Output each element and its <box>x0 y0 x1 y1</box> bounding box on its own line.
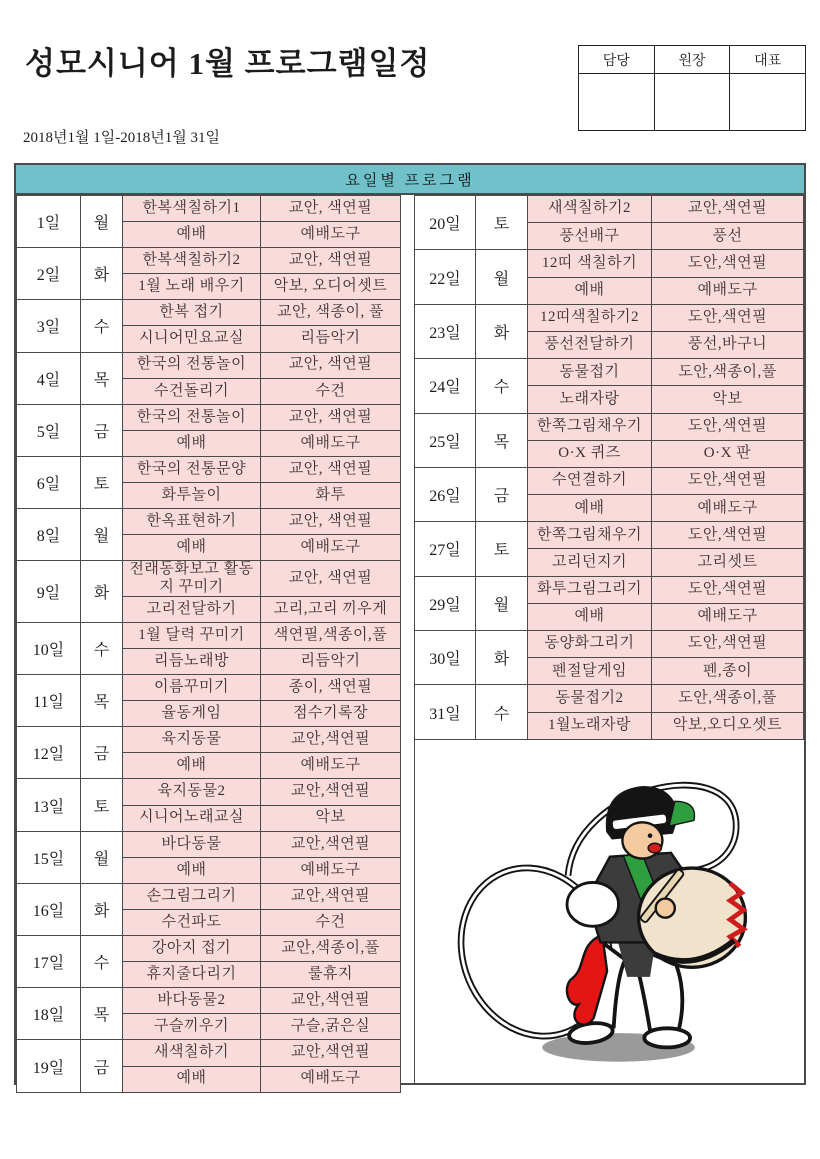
materials-cell: 교안,색연필 <box>261 831 401 857</box>
program-cell: 새색칠하기2 <box>528 196 652 223</box>
materials-cell: 도안,색연필 <box>652 467 804 494</box>
materials-cell: 수건 <box>261 378 401 404</box>
date-range: 2018년1월 1일-2018년1월 31일 <box>23 130 220 146</box>
materials-cell: 예배도구 <box>261 1066 401 1092</box>
date-cell: 4일 <box>17 352 81 404</box>
right-column <box>414 195 804 1083</box>
date-cell: 1일 <box>17 196 81 248</box>
date-cell: 12일 <box>17 727 81 779</box>
program-cell: 바다동물 <box>123 831 261 857</box>
date-cell: 30일 <box>415 631 476 685</box>
program-cell: 예배 <box>528 277 652 304</box>
materials-cell: 예배도구 <box>261 857 401 883</box>
approval-col-damdang: 담당 <box>579 46 655 74</box>
program-cell: 한옥표현하기 <box>123 509 261 535</box>
materials-cell: 예배도구 <box>652 603 804 630</box>
program-cell: 수연결하기 <box>528 467 652 494</box>
day-cell: 수 <box>81 300 123 352</box>
day-cell: 수 <box>81 936 123 988</box>
day-cell: 토 <box>476 522 528 576</box>
schedule-body <box>16 195 804 1087</box>
program-cell: 12띠 색칠하기 <box>528 250 652 277</box>
program-cell: 시니어민요교실 <box>123 326 261 352</box>
program-cell: 한국의 전통놀이 <box>123 352 261 378</box>
day-cell: 금 <box>81 404 123 456</box>
program-cell: 예배 <box>123 1066 261 1092</box>
materials-cell: O·X 판 <box>652 440 804 467</box>
table-row <box>17 622 401 648</box>
materials-cell: 교안, 색연필 <box>261 509 401 535</box>
day-cell: 월 <box>476 250 528 304</box>
program-cell: 화투놀이 <box>123 483 261 509</box>
materials-cell: 교안, 색연필 <box>261 196 401 222</box>
day-cell: 토 <box>81 456 123 508</box>
materials-cell: 교안, 색연필 <box>261 561 401 597</box>
day-cell: 월 <box>476 576 528 630</box>
program-cell: 펜절달게임 <box>528 658 652 685</box>
program-cell: 고리던지기 <box>528 549 652 576</box>
table-row <box>17 561 401 597</box>
materials-cell: 풍선 <box>652 223 804 250</box>
day-cell: 수 <box>81 622 123 674</box>
program-cell: 한국의 전통문양 <box>123 456 261 482</box>
approval-table <box>578 45 806 131</box>
materials-cell: 악보 <box>261 805 401 831</box>
materials-cell: 교안, 색연필 <box>261 456 401 482</box>
materials-cell: 예배도구 <box>261 535 401 561</box>
materials-cell: 교안,색연필 <box>261 779 401 805</box>
materials-cell: 리듬악기 <box>261 649 401 675</box>
day-cell: 화 <box>81 248 123 300</box>
day-cell: 목 <box>81 675 123 727</box>
program-cell: 예배 <box>123 753 261 779</box>
materials-cell: 교안,색연필 <box>261 883 401 909</box>
korean-drummer-icon <box>423 744 795 1078</box>
materials-cell: 도안,색연필 <box>652 304 804 331</box>
program-cell: 육지동물2 <box>123 779 261 805</box>
materials-cell: 리듬악기 <box>261 326 401 352</box>
table-row <box>17 248 401 274</box>
date-cell: 20일 <box>415 196 476 250</box>
table-row <box>17 404 401 430</box>
materials-cell: 악보 <box>652 386 804 413</box>
materials-cell: 도안,색연필 <box>652 413 804 440</box>
program-cell: 예배 <box>123 222 261 248</box>
program-cell: 이름꾸미기 <box>123 675 261 701</box>
program-cell: O·X 퀴즈 <box>528 440 652 467</box>
program-cell: 동물접기2 <box>528 685 652 712</box>
materials-cell: 교안, 색연필 <box>261 248 401 274</box>
date-cell: 8일 <box>17 509 81 561</box>
table-gap <box>401 195 414 1083</box>
program-cell: 한쪽그림채우기 <box>528 413 652 440</box>
materials-cell: 화투 <box>261 483 401 509</box>
approval-signature-cell <box>654 74 730 131</box>
date-cell: 17일 <box>17 936 81 988</box>
table-row <box>415 413 804 440</box>
materials-cell: 교안,색연필 <box>261 727 401 753</box>
date-cell: 31일 <box>415 685 476 740</box>
program-cell: 한쪽그림채우기 <box>528 522 652 549</box>
day-cell: 금 <box>476 467 528 521</box>
program-cell: 예배 <box>123 430 261 456</box>
date-cell: 6일 <box>17 456 81 508</box>
drummer-illustration <box>414 740 804 1083</box>
approval-signature-cell <box>730 74 806 131</box>
program-schedule <box>14 163 806 1085</box>
materials-cell: 풍선,바구니 <box>652 331 804 358</box>
date-cell: 15일 <box>17 831 81 883</box>
day-cell: 월 <box>81 196 123 248</box>
materials-cell: 예배도구 <box>652 495 804 522</box>
materials-cell: 교안,색종이,풀 <box>261 936 401 962</box>
program-cell: 동물접기 <box>528 359 652 386</box>
date-cell: 22일 <box>415 250 476 304</box>
day-cell: 월 <box>81 831 123 883</box>
date-cell: 13일 <box>17 779 81 831</box>
day-cell: 목 <box>476 413 528 467</box>
date-cell: 19일 <box>17 1040 81 1092</box>
program-cell: 고리전달하기 <box>123 596 261 622</box>
program-cell: 풍선전달하기 <box>528 331 652 358</box>
materials-cell: 악보, 오디어셋트 <box>261 274 401 300</box>
approval-signature-cell <box>579 74 655 131</box>
table-row <box>17 936 401 962</box>
materials-cell: 도안,색종이,풀 <box>652 685 804 712</box>
approval-signature-row <box>579 74 806 131</box>
table-row <box>17 831 401 857</box>
materials-cell: 펜,종이 <box>652 658 804 685</box>
materials-cell: 교안, 색연필 <box>261 404 401 430</box>
page-title: 성모시니어 1월 프로그램일정 <box>25 46 431 81</box>
approval-col-daepyo: 대표 <box>730 46 806 74</box>
table-row <box>415 576 804 603</box>
materials-cell: 도안,색연필 <box>652 250 804 277</box>
table-row <box>17 300 401 326</box>
materials-cell: 예배도구 <box>261 430 401 456</box>
materials-cell: 교안,색연필 <box>261 988 401 1014</box>
table-row <box>17 988 401 1014</box>
materials-cell: 악보,오디오셋트 <box>652 712 804 739</box>
date-cell: 5일 <box>17 404 81 456</box>
table-row <box>17 727 401 753</box>
materials-cell: 예배도구 <box>652 277 804 304</box>
program-cell: 1월 달력 꾸미기 <box>123 622 261 648</box>
table-row <box>17 883 401 909</box>
materials-cell: 고리셋트 <box>652 549 804 576</box>
program-cell: 율동게임 <box>123 701 261 727</box>
day-cell: 화 <box>476 631 528 685</box>
table-row <box>415 359 804 386</box>
materials-cell: 종이, 색연필 <box>261 675 401 701</box>
date-cell: 16일 <box>17 883 81 935</box>
date-cell: 18일 <box>17 988 81 1040</box>
program-cell: 수건돌리기 <box>123 378 261 404</box>
program-cell: 한복색칠하기2 <box>123 248 261 274</box>
materials-cell: 도안,색연필 <box>652 631 804 658</box>
program-cell: 휴지줄다리기 <box>123 962 261 988</box>
table-row <box>17 1040 401 1066</box>
date-cell: 24일 <box>415 359 476 413</box>
day-cell: 토 <box>476 196 528 250</box>
approval-header-row <box>579 46 806 74</box>
date-cell: 3일 <box>17 300 81 352</box>
approval-col-wonjang: 원장 <box>654 46 730 74</box>
table-row <box>17 779 401 805</box>
day-cell: 수 <box>476 685 528 740</box>
materials-cell: 교안,색연필 <box>652 196 804 223</box>
program-cell: 수건파도 <box>123 909 261 935</box>
program-cell: 한복색칠하기1 <box>123 196 261 222</box>
materials-cell: 예배도구 <box>261 222 401 248</box>
materials-cell: 교안, 색연필 <box>261 352 401 378</box>
day-cell: 목 <box>81 352 123 404</box>
program-cell: 육지동물 <box>123 727 261 753</box>
table-row <box>17 196 401 222</box>
materials-cell: 도안,색연필 <box>652 522 804 549</box>
date-cell: 27일 <box>415 522 476 576</box>
table-row <box>415 467 804 494</box>
day-cell: 목 <box>81 988 123 1040</box>
table-row <box>415 685 804 712</box>
day-cell: 토 <box>81 779 123 831</box>
date-cell: 25일 <box>415 413 476 467</box>
table-row <box>415 522 804 549</box>
program-cell: 손그림그리기 <box>123 883 261 909</box>
program-cell: 1월노래자랑 <box>528 712 652 739</box>
program-cell: 한국의 전통놀이 <box>123 404 261 430</box>
day-cell: 화 <box>81 561 123 623</box>
program-cell: 강아지 접기 <box>123 936 261 962</box>
materials-cell: 색연필,색종이,풀 <box>261 622 401 648</box>
program-cell: 예배 <box>528 603 652 630</box>
date-cell: 9일 <box>17 561 81 623</box>
right-schedule-table <box>414 195 804 740</box>
day-cell: 월 <box>81 509 123 561</box>
program-cell: 화투그림그리기 <box>528 576 652 603</box>
day-cell: 화 <box>81 883 123 935</box>
program-cell: 한복 접기 <box>123 300 261 326</box>
date-cell: 10일 <box>17 622 81 674</box>
table-row <box>415 304 804 331</box>
materials-cell: 점수기록장 <box>261 701 401 727</box>
program-cell: 노래자랑 <box>528 386 652 413</box>
program-cell: 전래동화보고 활동지 꾸미기 <box>123 561 261 597</box>
table-row <box>17 456 401 482</box>
program-cell: 예배 <box>123 857 261 883</box>
program-cell: 구슬끼우기 <box>123 1014 261 1040</box>
program-cell: 동양화그리기 <box>528 631 652 658</box>
program-cell: 풍선배구 <box>528 223 652 250</box>
materials-cell: 예배도구 <box>261 753 401 779</box>
date-cell: 29일 <box>415 576 476 630</box>
program-cell: 리듬노래방 <box>123 649 261 675</box>
date-cell: 11일 <box>17 675 81 727</box>
day-cell: 화 <box>476 304 528 358</box>
table-row <box>415 250 804 277</box>
left-schedule-table <box>16 195 401 1093</box>
materials-cell: 수건 <box>261 909 401 935</box>
program-cell: 예배 <box>123 535 261 561</box>
program-cell: 바다동물2 <box>123 988 261 1014</box>
table-row <box>415 631 804 658</box>
table-row <box>17 352 401 378</box>
program-cell: 12띠색칠하기2 <box>528 304 652 331</box>
table-row <box>17 509 401 535</box>
materials-cell: 구슬,굵은실 <box>261 1014 401 1040</box>
day-cell: 금 <box>81 1040 123 1092</box>
materials-cell: 고리,고리 끼우게 <box>261 596 401 622</box>
date-cell: 26일 <box>415 467 476 521</box>
program-cell: 1월 노래 배우기 <box>123 274 261 300</box>
table-row <box>415 196 804 223</box>
date-cell: 2일 <box>17 248 81 300</box>
date-cell: 23일 <box>415 304 476 358</box>
program-cell: 새색칠하기 <box>123 1040 261 1066</box>
day-cell: 금 <box>81 727 123 779</box>
program-cell: 시니어노래교실 <box>123 805 261 831</box>
materials-cell: 교안, 색종이, 풀 <box>261 300 401 326</box>
materials-cell: 도안,색종이,풀 <box>652 359 804 386</box>
table-row <box>17 675 401 701</box>
materials-cell: 룰휴지 <box>261 962 401 988</box>
table-title-bar: 요일별 프로그램 <box>16 165 804 195</box>
program-cell: 예배 <box>528 495 652 522</box>
day-cell: 수 <box>476 359 528 413</box>
materials-cell: 교안,색연필 <box>261 1040 401 1066</box>
materials-cell: 도안,색연필 <box>652 576 804 603</box>
